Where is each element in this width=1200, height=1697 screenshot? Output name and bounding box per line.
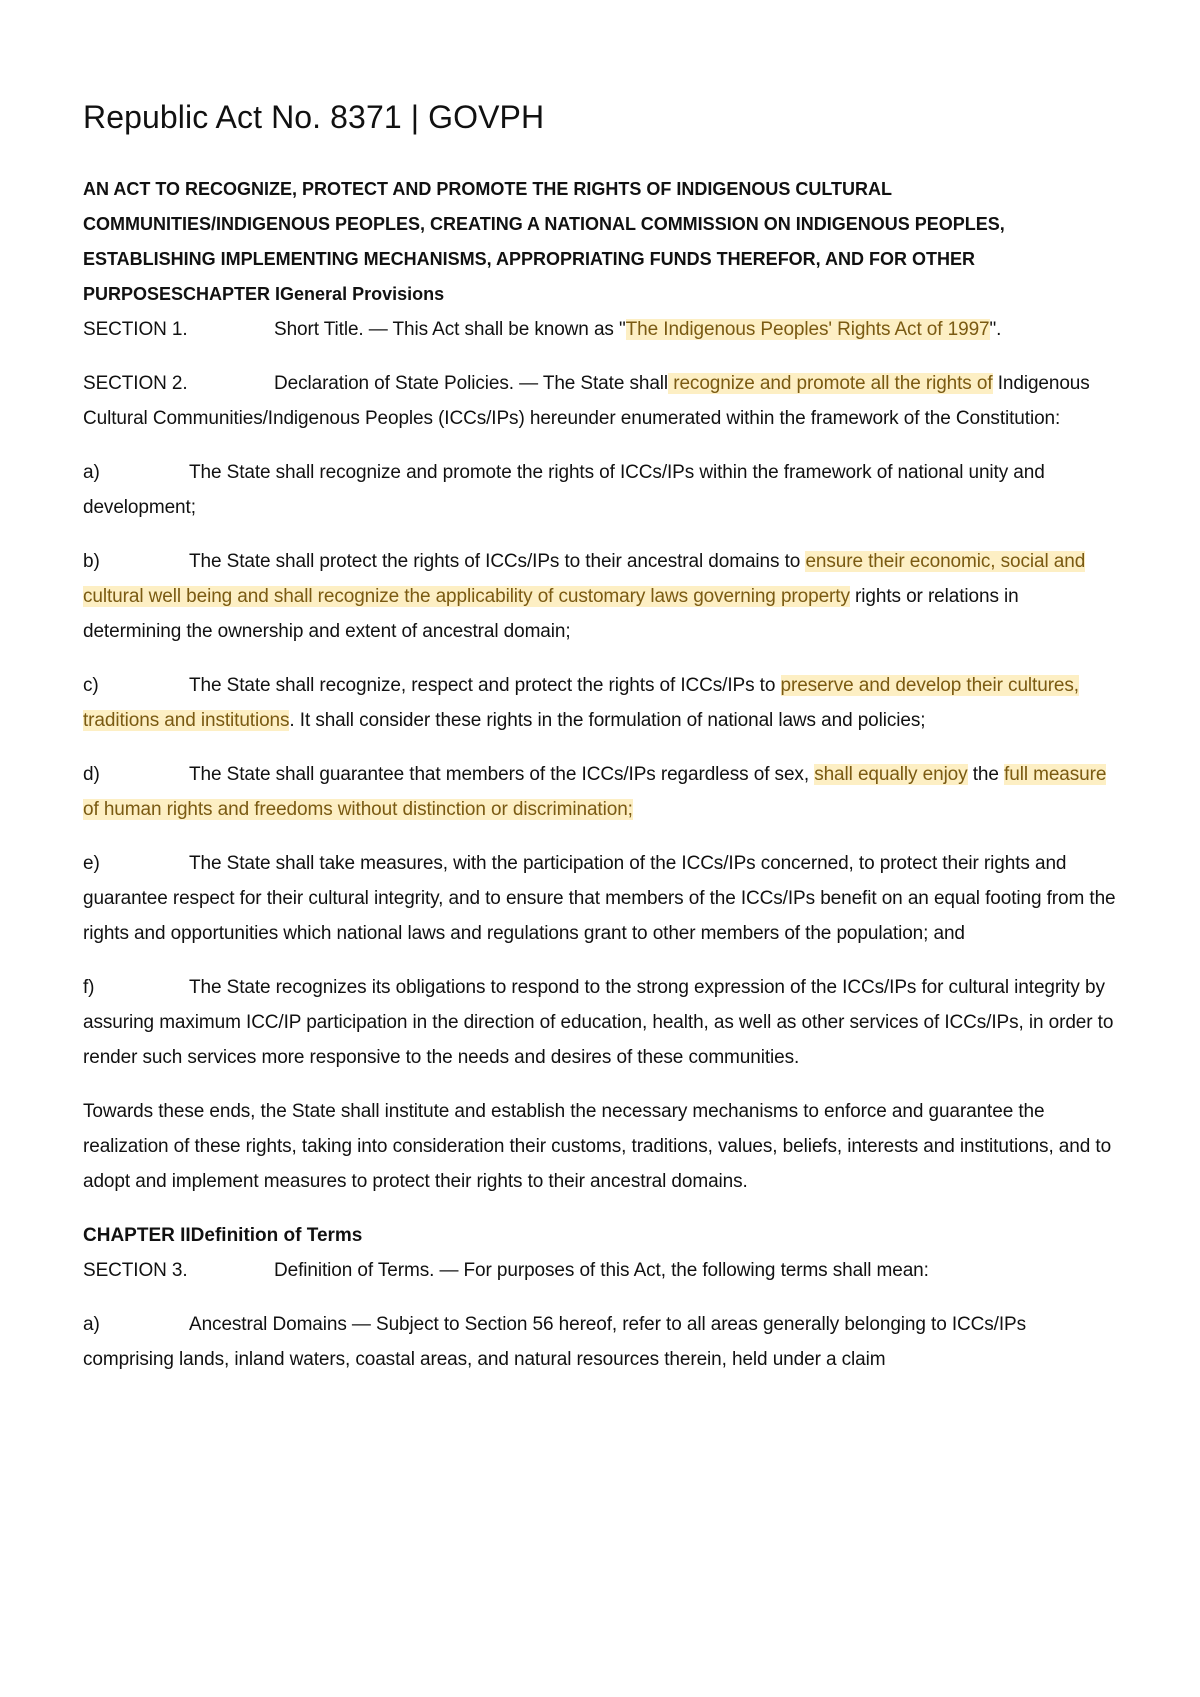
- item-b-highlight: ensure their economic, social and cultural well being and shall recognize the applicability of customary laws governing property: [83, 551, 1086, 608]
- item-d-highlight-1: shall equally enjoy: [814, 764, 968, 786]
- section-1-label: SECTION 1.: [83, 319, 188, 341]
- section-2-item-d: [83, 757, 1116, 827]
- section-1-text-a: Short Title. — This Act shall be known as ": [274, 319, 626, 341]
- item-f-label: f): [83, 977, 95, 999]
- item-e-label: e): [83, 853, 100, 875]
- section-1: [83, 312, 1116, 347]
- section-3-item-a-label: a): [83, 1314, 100, 1336]
- section-3-item-a: [83, 1307, 1116, 1377]
- section-3-label: SECTION 3.: [83, 1260, 188, 1282]
- section-1-highlight: The Indigenous Peoples' Rights Act of 1997: [625, 319, 990, 341]
- section-2-item-c: [83, 668, 1116, 738]
- section-1-text-b: ".: [989, 319, 1002, 341]
- section-3-item-a-text: Ancestral Domains — Subject to Section 56 hereof, refer to all areas generally belonging to ICCs/IPs comprising lands, inland waters, coastal areas, and natural resources therein, held under a claim: [83, 1314, 1026, 1371]
- section-2-item-a: [83, 455, 1116, 525]
- item-a-text: The State shall recognize and promote the rights of ICCs/IPs within the framework of national unity and development;: [83, 462, 1045, 519]
- page-title: Republic Act No. 8371 | GOVPH: [83, 99, 545, 135]
- item-a-label: a): [83, 462, 100, 484]
- section-2-text-b: Indigenous Cultural Communities/Indigenous Peoples (ICCs/IPs) hereunder enumerated within the framework of the Constitution:: [83, 373, 1090, 430]
- item-d-highlight-2: full measure of human rights and freedoms without distinction or discrimination;: [83, 764, 1107, 821]
- chapter-2-heading: CHAPTER IIDefinition of Terms: [83, 1225, 363, 1247]
- item-d-label: d): [83, 764, 100, 786]
- item-b-text-b: rights or relations in determining the ownership and extent of ancestral domain;: [83, 586, 1019, 643]
- item-d-text-a: The State shall guarantee that members of the ICCs/IPs regardless of sex,: [189, 764, 815, 786]
- section-2-item-f: [83, 970, 1116, 1075]
- section-3: [83, 1253, 1116, 1288]
- section-2-item-b: [83, 544, 1116, 649]
- section-2: [83, 366, 1116, 436]
- item-c-label: c): [83, 675, 99, 697]
- act-subtitle: AN ACT TO RECOGNIZE, PROTECT AND PROMOTE THE RIGHTS OF INDIGENOUS CULTURAL COMMUNITIES/INDIGENOUS PEOPLES, CREATING A NATIONAL COMMISSION ON INDIGENOUS PEOPLES, ESTABLISHING IMPLEMENTING MECHANISMS, APPROPRIATING FUNDS THEREFOR, AND FOR OTHER PURPOSESCHAPTER IGeneral Provisions: [83, 179, 1005, 305]
- item-c-text-b: . It shall consider these rights in the formulation of national laws and policies;: [289, 710, 926, 732]
- item-f-text: The State recognizes its obligations to respond to the strong expression of the ICCs/IPs for cultural integrity by assuring maximum ICC/IP participation in the direction of education, health, as well as other services of ICCs/IPs, in order to render such services more responsive to the needs and desires of these communities.: [83, 977, 1114, 1069]
- towards-paragraph: Towards these ends, the State shall institute and establish the necessary mechanisms to enforce and guarantee the realization of these rights, taking into consideration their customs, traditions, values, beliefs, interests and institutions, and to adopt and implement measures to protect their rights to their ancestral domains.: [83, 1101, 1112, 1193]
- section-2-label: SECTION 2.: [83, 373, 188, 395]
- item-b-label: b): [83, 551, 100, 573]
- item-b-text-a: The State shall protect the rights of ICCs/IPs to their ancestral domains to: [189, 551, 806, 573]
- section-2-text-a: Declaration of State Policies. — The State shall: [274, 373, 669, 395]
- item-e-text: The State shall take measures, with the participation of the ICCs/IPs concerned, to protect their rights and guarantee respect for their cultural integrity, and to ensure that members of the ICCs/IPs benefit on an equal footing from the rights and opportunities which national laws and regulations grant to other members of the population; and: [83, 853, 1116, 945]
- section-2-item-e: [83, 846, 1116, 951]
- item-c-highlight: preserve and develop their cultures, traditions and institutions: [83, 675, 1079, 732]
- item-c-text-a: The State shall recognize, respect and protect the rights of ICCs/IPs to: [189, 675, 781, 697]
- section-3-text: Definition of Terms. — For purposes of this Act, the following terms shall mean:: [274, 1260, 929, 1282]
- item-d-text-b: the: [967, 764, 1005, 786]
- section-2-highlight: recognize and promote all the rights of: [668, 373, 993, 395]
